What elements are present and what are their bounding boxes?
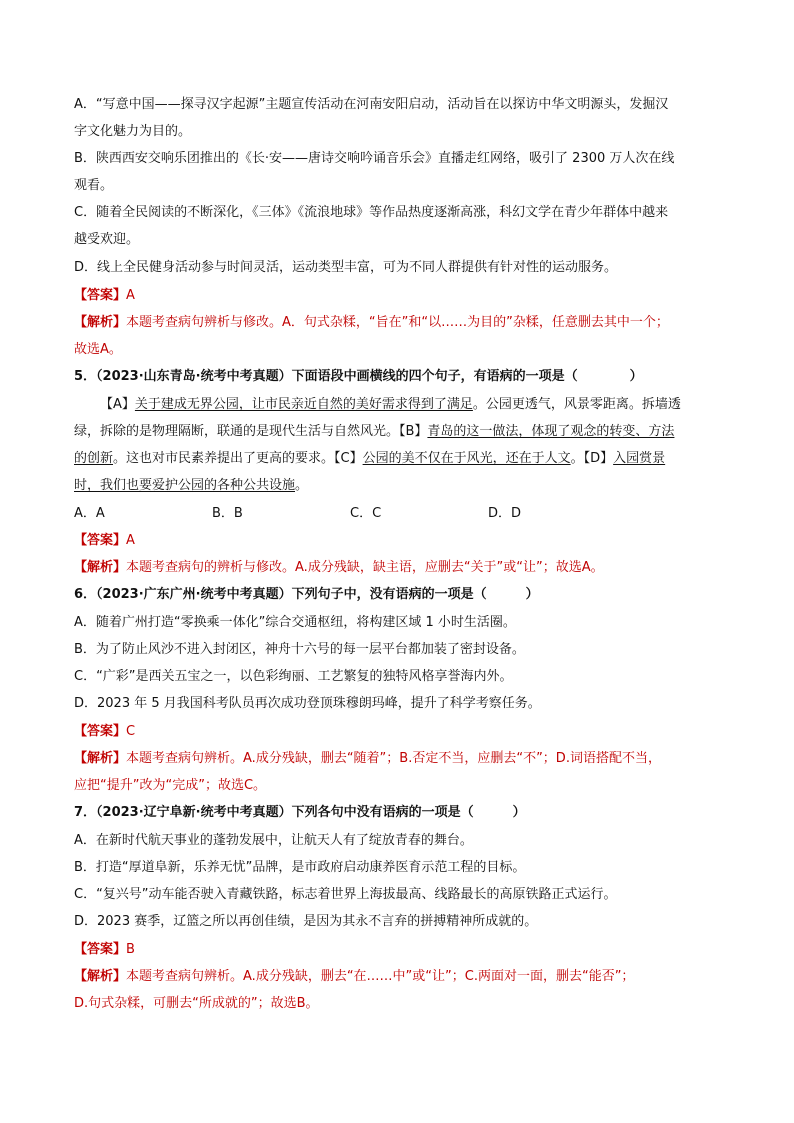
q4-option-c-line1: C．随着全民阅读的不断深化，《三体》《流浪地球》等作品热度逐渐高涨，科幻文学在青少年群体中越来 (74, 205, 669, 220)
q5-underline-a: 关于建成无界公园，让市民亲近自然的美好需求得到了满足 (134, 397, 473, 412)
q5-option-b: B．B (212, 506, 243, 521)
answer-label: 【答案】 (74, 533, 127, 548)
q5-passage-line3 (74, 450, 665, 468)
q5-passage-line2 (74, 423, 674, 441)
q5-option-d: D．D (488, 506, 522, 521)
q5-option-c: C．C (350, 506, 382, 521)
analysis-label: 【解析】 (74, 560, 127, 575)
q5-underline-b2: 的创新 (74, 451, 114, 466)
q4-option-a-line2: 字文化魅力为目的。 (74, 124, 192, 139)
answer-value: B (126, 942, 135, 957)
q7-stem: 7．（2023·辽宁阜新·统考中考真题）下列各句中没有语病的一项是（ ） (74, 805, 526, 820)
q5-passage-text: 绿，拆除的是物理隔断，联通的是现代生活与自然风光。【B】 (74, 424, 428, 439)
q5-underline-c: 公园的美不仅在于风光，还在于人文 (362, 451, 571, 466)
q6-answer (74, 723, 135, 741)
q4-option-c-line2: 越受欢迎。 (74, 232, 140, 247)
q4-analysis-line1 (74, 314, 669, 332)
q5-underline-d2: 时，我们也要爱护公园的各种公共设施 (74, 478, 296, 493)
answer-label: 【答案】 (74, 288, 127, 303)
q5-passage-text: 。【D】 (570, 451, 614, 466)
q5-passage-text: 。 (295, 478, 309, 493)
q4-option-d: D．线上全民健身活动参与时间灵活，运动类型丰富，可为不同人群提供有针对性的运动服务。 (74, 260, 618, 275)
answer-label: 【答案】 (74, 942, 127, 957)
answer-value: C (126, 724, 136, 739)
q6-option-a: A．随着广州打造“零换乘一体化”综合交通枢纽，将构建区域 1 小时生活圈。 (74, 615, 516, 630)
q6-option-b: B．为了防止风沙不进入封闭区，神舟十六号的每一层平台都加装了密封设备。 (74, 642, 525, 657)
q4-option-b-line2: 观看。 (74, 178, 114, 193)
q5-underline-b1: 青岛的这一做法，体现了观念的转变、方法 (427, 424, 675, 439)
q7-answer (74, 941, 135, 959)
answer-value: A (126, 288, 135, 303)
q5-passage-line4 (74, 477, 308, 495)
q5-option-a: A．A (74, 506, 105, 521)
q5-passage-text: 。这也对市民素养提出了更高的要求。【C】 (113, 451, 363, 466)
q5-analysis-line1 (74, 559, 604, 577)
q4-analysis-line2: 故选A。 (74, 342, 122, 357)
q5-answer (74, 532, 135, 550)
analysis-text: 本题考查病句辨析。A.成分残缺，删去“在……中”或“让”；C.两面对一面，删去“能否”； (126, 969, 635, 984)
q5-options (74, 505, 521, 523)
q7-analysis-line1 (74, 968, 634, 986)
q4-option-b-line1: B．陕西西安交响乐团推出的《长·安——唐诗交响吟诵音乐会》直播走红网络，吸引了 2300 万人次在线 (74, 151, 675, 166)
q7-option-c: C．“复兴号”动车能否驶入青藏铁路，标志着世界上海拔最高、线路最长的高原铁路正式运行。 (74, 887, 617, 902)
q5-stem: 5．（2023·山东青岛·统考中考真题）下面语段中画横线的四个句子，有语病的一项是（ ） (74, 369, 643, 384)
q7-option-b: B．打造“厚道阜新，乐养无忧”品牌，是市政府启动康养医育示范工程的目标。 (74, 860, 526, 875)
analysis-label: 【解析】 (74, 315, 127, 330)
analysis-text: 本题考查病句辨析。A.成分残缺，删去“随着”；B.否定不当，应删去“不”；D.词语搭配不当， (126, 751, 661, 766)
q6-stem: 6．（2023·广东广州·统考中考真题）下列句子中，没有语病的一项是（ ） (74, 587, 539, 602)
answer-value: A (126, 533, 135, 548)
q7-analysis-line2: D.句式杂糅，可删去“所成就的”；故选B。 (74, 996, 319, 1011)
q5-underline-d1: 入园赏景 (613, 451, 666, 466)
q5-passage-line1 (100, 396, 681, 414)
q6-option-d: D．2023 年 5 月我国科考队员再次成功登顶珠穆朗玛峰，提升了科学考察任务。 (74, 696, 541, 711)
q4-option-a-line1: A．“写意中国——探寻汉字起源”主题宣传活动在河南安阳启动，活动旨在以探访中华文明源头，发掘汉 (74, 97, 669, 112)
q5-marker-a: 【A】 (100, 397, 135, 412)
q6-option-c: C．“广彩”是西关五宝之一，以色彩绚丽、工艺繁复的独特风格享誉海内外。 (74, 669, 513, 684)
analysis-text: 本题考查病句的辨析与修改。A.成分残缺，缺主语，应删去“关于”或“让”；故选A。 (126, 560, 604, 575)
analysis-label: 【解析】 (74, 969, 127, 984)
analysis-text: 本题考查病句辨析与修改。A．句式杂糅，“旨在”和“以……为目的”杂糅，任意删去其中一个； (126, 315, 669, 330)
q6-analysis-line1 (74, 750, 661, 768)
answer-label: 【答案】 (74, 724, 127, 739)
analysis-label: 【解析】 (74, 751, 127, 766)
q5-passage-text: 。公园更透气，风景零距离。拆墙透 (472, 397, 681, 412)
q7-option-d: D．2023 赛季，辽篮之所以再创佳绩，是因为其永不言弃的拼搏精神所成就的。 (74, 914, 538, 929)
q4-answer (74, 287, 135, 305)
q6-analysis-line2: 应把“提升”改为“完成”；故选C。 (74, 778, 267, 793)
q7-option-a: A．在新时代航天事业的蓬勃发展中，让航天人有了绽放青春的舞台。 (74, 833, 473, 848)
